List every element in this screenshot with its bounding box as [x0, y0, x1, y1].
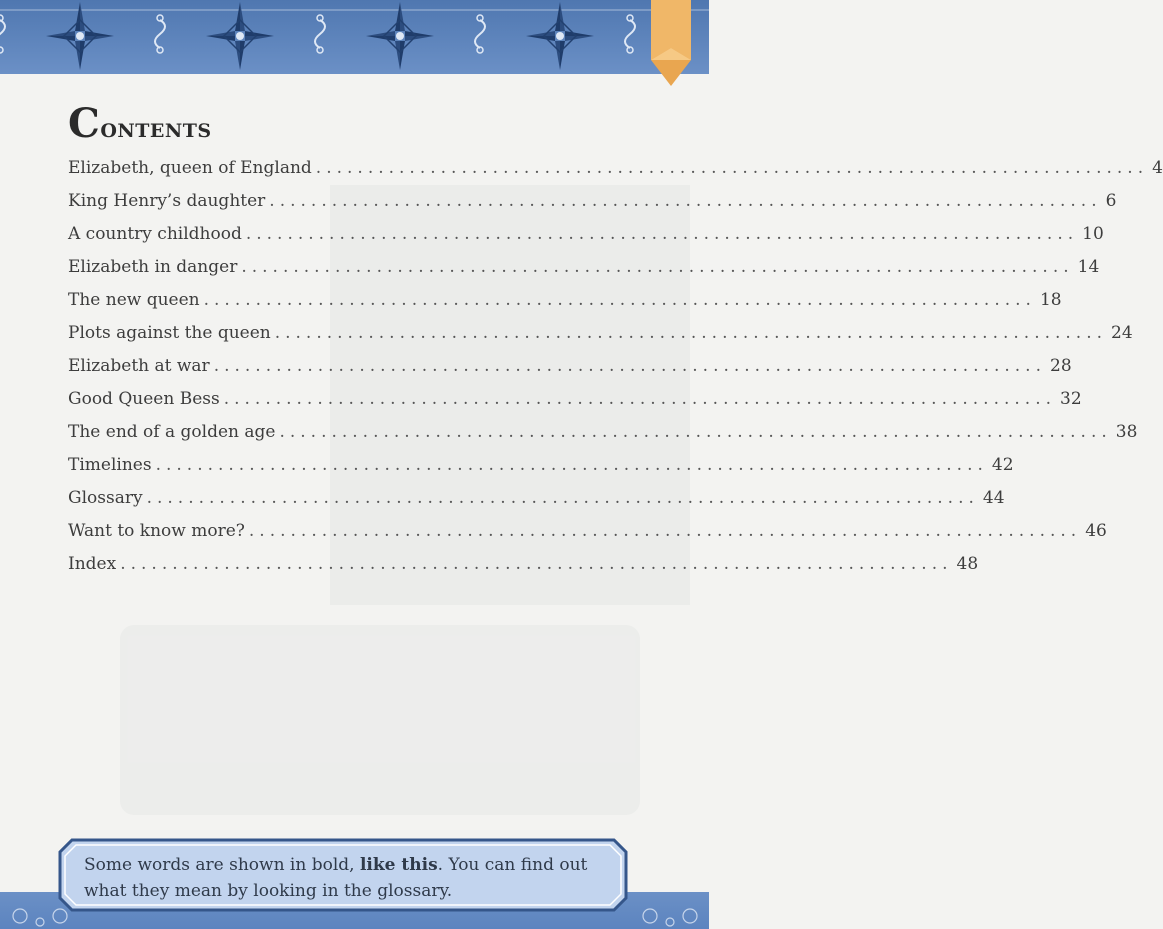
toc-entry-title: Elizabeth in danger — [68, 257, 238, 277]
note-text-part1: Some words are shown in bold, — [84, 855, 360, 875]
toc-entry-title: The new queen — [68, 290, 200, 310]
toc-leader-dots: ................................................................................ — [120, 554, 953, 574]
note-text-part2: . You can find out what they mean by looking in the glossary. — [84, 855, 588, 901]
table-of-contents — [68, 158, 1163, 587]
toc-leader-dots: ................................................................................ — [269, 191, 1102, 211]
toc-page-number: 18 — [1039, 290, 1062, 310]
toc-leader-dots: ................................................................................ — [248, 521, 1082, 541]
toc-page-number: 28 — [1050, 356, 1072, 376]
toc-entry — [68, 158, 1163, 191]
toc-leader-dots: ................................................................................ — [241, 257, 1074, 277]
toc-entry-title: Want to know more? — [68, 521, 245, 541]
toc-entry — [68, 389, 1082, 422]
glossary-note-text — [84, 852, 614, 904]
toc-entry — [68, 356, 1072, 389]
toc-entry-title: Glossary — [68, 488, 143, 508]
toc-leader-dots: ................................................................................ — [155, 455, 988, 475]
toc-leader-dots: ................................................................................ — [274, 323, 1108, 343]
toc-entry — [68, 290, 1062, 323]
toc-page-number: 38 — [1115, 422, 1138, 442]
toc-leader-dots: ................................................................................ — [213, 356, 1046, 376]
toc-leader-dots: ................................................................................ — [315, 158, 1149, 178]
title-initial: C — [68, 100, 101, 147]
toc-leader-dots: ................................................................................ — [223, 389, 1057, 409]
toc-page-number: 6 — [1105, 191, 1117, 211]
compass-star-pattern-icon — [0, 0, 709, 74]
toc-page-number: 32 — [1060, 389, 1082, 409]
toc-entry — [68, 422, 1138, 455]
note-bold-example: like this — [359, 855, 438, 875]
toc-entry — [68, 224, 1104, 257]
toc-page-number: 46 — [1085, 521, 1107, 541]
glossary-note-box — [58, 838, 628, 912]
toc-leader-dots: ................................................................................ — [245, 224, 1079, 244]
toc-entry-title: Elizabeth at war — [68, 356, 210, 376]
toc-leader-dots: ................................................................................ — [279, 422, 1112, 442]
toc-entry-title: A country childhood — [68, 224, 242, 244]
toc-entry — [68, 191, 1117, 224]
toc-entry-title: The end of a golden age — [68, 422, 276, 442]
toc-page-number: 4 — [1152, 158, 1163, 178]
toc-entry — [68, 323, 1133, 356]
bookmark-ribbon-icon — [651, 0, 691, 90]
toc-entry — [68, 488, 1005, 521]
toc-page-number: 48 — [956, 554, 979, 574]
toc-page-number: 14 — [1077, 257, 1100, 277]
toc-entry-title: Index — [68, 554, 117, 574]
toc-entry — [68, 257, 1100, 290]
toc-page-number: 10 — [1082, 224, 1104, 244]
toc-entry — [68, 521, 1107, 554]
toc-page-number: 44 — [982, 488, 1005, 508]
toc-leader-dots: ................................................................................ — [203, 290, 1036, 310]
toc-leader-dots: ................................................................................ — [146, 488, 979, 508]
toc-entry — [68, 554, 979, 587]
toc-entry — [68, 455, 1014, 488]
toc-entry-title: Plots against the queen — [68, 323, 271, 343]
toc-entry-title: Elizabeth, queen of England — [68, 158, 312, 178]
header-banner — [0, 0, 709, 74]
toc-entry-title: Good Queen Bess — [68, 389, 220, 409]
page-title — [68, 100, 212, 147]
toc-entry-title: Timelines — [68, 455, 152, 475]
toc-page-number: 24 — [1111, 323, 1133, 343]
toc-page-number: 42 — [991, 455, 1014, 475]
title-rest: ontents — [100, 113, 212, 144]
toc-entry-title: King Henry’s daughter — [68, 191, 266, 211]
bleed-through-box — [120, 625, 640, 815]
